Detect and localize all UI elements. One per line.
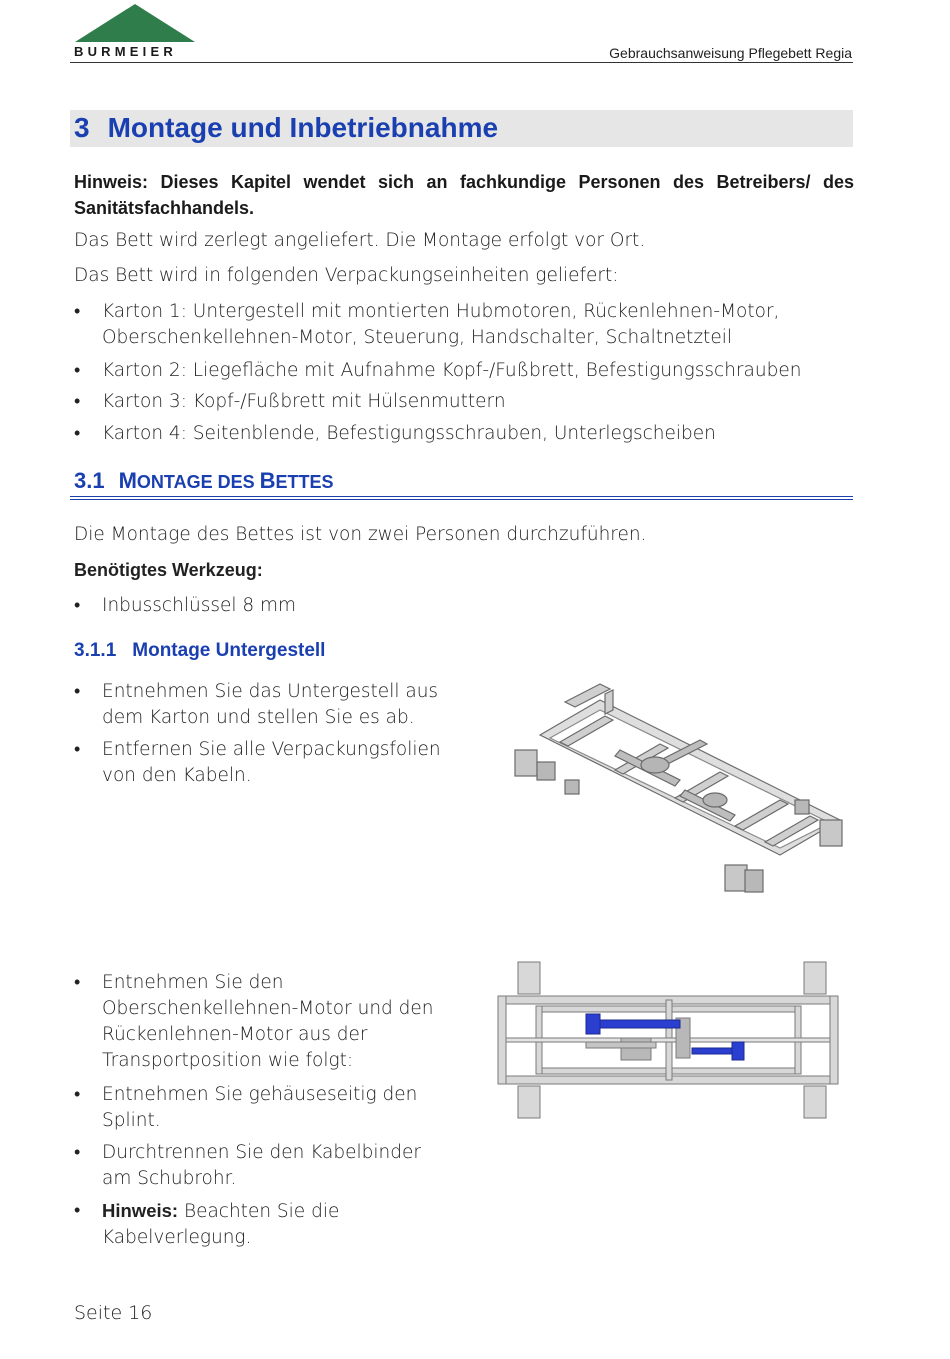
section-divider xyxy=(70,496,853,497)
subsection-number: 3.1.1 xyxy=(74,640,117,661)
bullet-icon: • xyxy=(74,360,81,381)
hint-label: Hinweis: xyxy=(102,1200,179,1221)
header-divider xyxy=(70,62,853,63)
chapter-title: Montage und Inbetriebnahme xyxy=(107,112,499,143)
bullet-icon: • xyxy=(74,595,81,616)
section-divider xyxy=(70,499,853,500)
chapter-number: 3 xyxy=(74,112,90,143)
logo-roof-icon xyxy=(70,4,200,44)
bullet-icon: • xyxy=(74,301,81,322)
bullet-icon: • xyxy=(74,391,81,412)
bullet-icon: • xyxy=(74,972,81,993)
bullet-icon: • xyxy=(74,1200,81,1221)
section-paragraph: Die Montage des Bettes ist von zwei Personen durchzuführen. xyxy=(74,524,647,545)
bed-frame-top-view-illustration xyxy=(496,960,841,1120)
burmeier-logo xyxy=(70,4,200,62)
page-number: Seite 16 xyxy=(74,1302,153,1324)
intro-paragraph-2: Das Bett wird in folgenden Verpackungseinheiten geliefert: xyxy=(74,265,619,286)
bed-frame-isometric-illustration xyxy=(505,680,850,910)
logo-text: BURMEIER xyxy=(74,44,177,59)
bullet-icon: • xyxy=(74,739,81,760)
subsection-heading xyxy=(74,640,325,662)
tool-label: Benötigtes Werkzeug: xyxy=(74,560,263,580)
document-title: Gebrauchsanweisung Pflegebett Regia xyxy=(609,45,852,61)
bullet-icon: • xyxy=(74,423,81,444)
bullet-icon: • xyxy=(74,1084,81,1105)
section-heading: 3.1 MONTAGE DES BETTES xyxy=(74,468,334,493)
bullet-icon: • xyxy=(74,1142,81,1163)
section-number: 3.1 xyxy=(74,468,105,493)
intro-note: Hinweis: Dieses Kapitel wendet sich an fachkundige Personen des Betreibers/ des Sanitätsfachhandels. xyxy=(74,172,854,218)
intro-paragraph-1: Das Bett wird zerlegt angeliefert. Die Montage erfolgt vor Ort. xyxy=(74,230,646,251)
bullet-icon: • xyxy=(74,681,81,702)
subsection-title: Montage Untergestell xyxy=(132,640,326,661)
chapter-heading xyxy=(74,112,498,144)
